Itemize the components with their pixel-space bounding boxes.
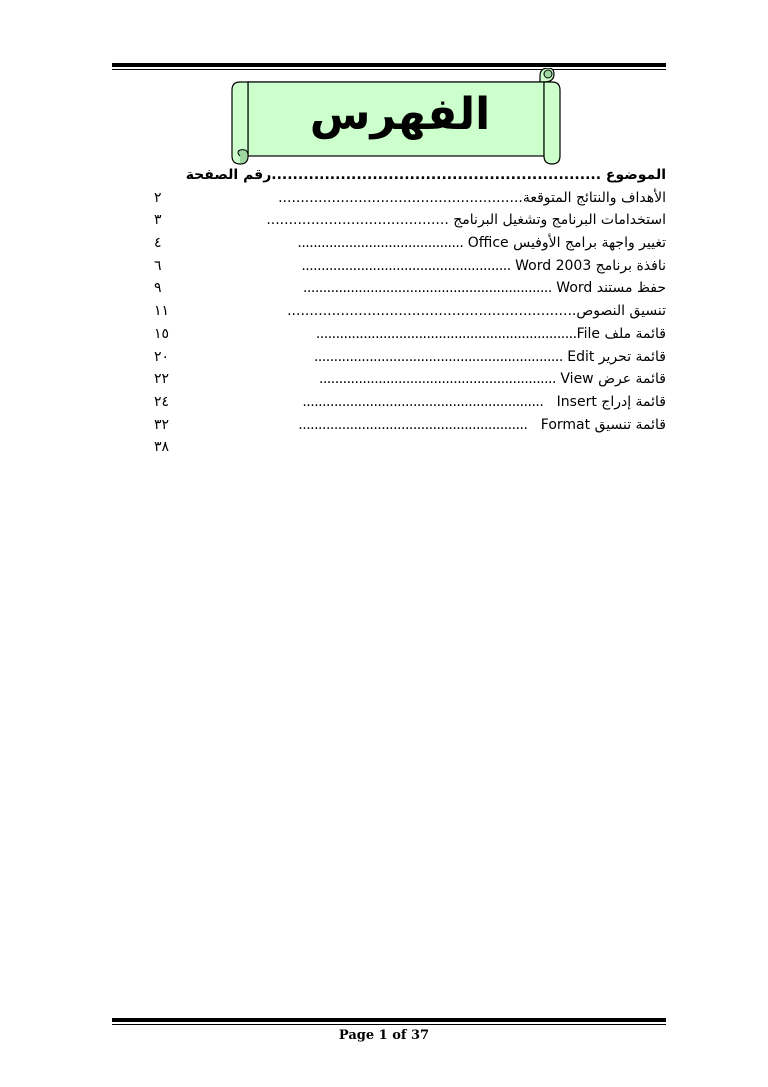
toc-entry-title: قائمة تنسيق Format: [540, 416, 666, 433]
toc-entry[interactable]: [112, 368, 666, 391]
table-of-contents: [112, 164, 666, 459]
toc-entry-dots: .........................................: [266, 212, 449, 229]
toc-entry[interactable]: [112, 255, 666, 278]
bottom-rule: [112, 1018, 666, 1022]
toc-header: [112, 164, 666, 187]
toc-entry-page: ٣٢: [154, 416, 170, 433]
toc-header-dots: ..............................................................: [271, 167, 602, 183]
toc-entry-dots: .................................................................: [287, 303, 577, 320]
toc-entry[interactable]: [112, 323, 666, 346]
toc-entry[interactable]: [112, 187, 666, 210]
toc-entry-title: استخدامات البرنامج وتشغيل البرنامج: [453, 212, 666, 229]
toc-entry-page: ١٥: [154, 325, 170, 342]
toc-entry[interactable]: [112, 346, 666, 369]
toc-entry-title: الأهداف والنتائج المتوقعة: [522, 189, 666, 206]
toc-entry-page: ٣: [154, 212, 162, 229]
toc-entry[interactable]: [112, 391, 666, 414]
toc-entry-dots: .......................................................: [278, 189, 523, 206]
toc-entry[interactable]: [112, 209, 666, 232]
toc-entry-dots: .............................................................: [302, 393, 544, 410]
toc-entry-page: ٤: [154, 235, 162, 252]
bottom-rule-thin: [112, 1024, 666, 1025]
toc-header-page-no: رقم الصفحة: [185, 167, 272, 183]
toc-entry-page: ٢: [154, 189, 162, 206]
toc-entry-dots: ...............................................................: [302, 280, 552, 297]
toc-entry[interactable]: [112, 300, 666, 323]
toc-entry-page: ٢٤: [154, 393, 170, 410]
toc-entry-dots: ..........................................................: [298, 416, 528, 433]
toc-entry[interactable]: [112, 277, 666, 300]
page-footer: Page 1 of 37: [338, 1028, 430, 1043]
toc-entry-title: قائمة ملف File: [576, 325, 666, 342]
toc-entry[interactable]: [112, 414, 666, 437]
toc-entry-dots: ............................................................: [318, 371, 556, 388]
toc-entry: [112, 436, 666, 459]
toc-entry-page: ٢٢: [154, 371, 170, 388]
toc-entry-dots: ..................................................................: [315, 325, 577, 342]
toc-entry-page: ٢٠: [154, 348, 170, 365]
toc-entry-page: ٦: [154, 257, 162, 274]
toc-entry-title: قائمة تحرير Edit: [567, 348, 666, 365]
toc-entry-title: نافذة برنامج Word 2003: [515, 257, 666, 274]
top-rule: [112, 63, 666, 67]
toc-entry-page: ٣٨: [154, 439, 170, 456]
toc-entry-dots: ..........................................: [297, 235, 464, 252]
toc-header-topic: الموضوع: [605, 167, 666, 183]
toc-entry[interactable]: [112, 232, 666, 255]
toc-entry-dots: ...............................................................: [313, 348, 563, 365]
toc-entry-page: ١١: [154, 303, 170, 320]
toc-entry-title: حفظ مستند Word: [556, 280, 666, 297]
toc-entry-title: تغيير واجهة برامج الأوفيس Office: [467, 235, 666, 252]
toc-entry-title: قائمة إدراج Insert: [556, 393, 666, 410]
toc-entry-dots: .....................................................: [301, 257, 511, 274]
page-title: الفهرس: [309, 89, 491, 140]
toc-entry-title: تنسيق النصوص: [576, 303, 666, 320]
toc-entry-title: قائمة عرض View: [560, 371, 666, 388]
toc-entry-page: ٩: [154, 280, 162, 297]
